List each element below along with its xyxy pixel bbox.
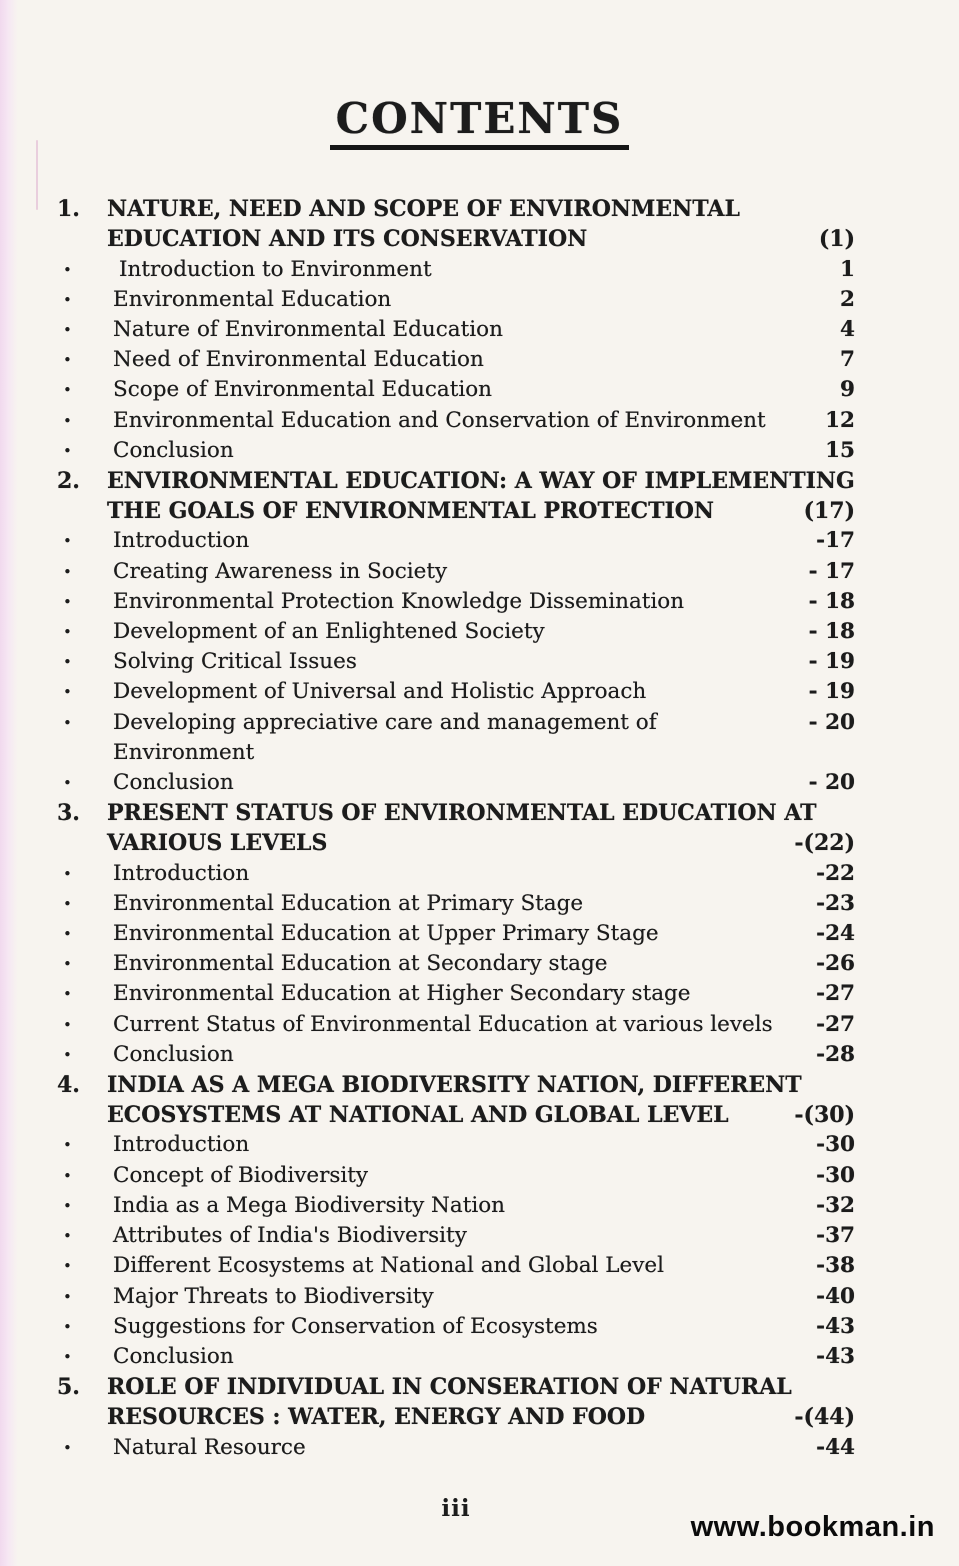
item-label: Conclusion: [113, 1041, 234, 1067]
toc-item: [57, 1433, 855, 1463]
section-title-line2: ECOSYSTEMS AT NATIONAL AND GLOBAL LEVEL: [107, 1102, 729, 1129]
section-heading-4: [57, 1070, 855, 1130]
toc-item: [57, 979, 855, 1009]
section-title-line1: PRESENT STATUS OF ENVIRONMENTAL EDUCATION AT: [107, 800, 817, 827]
toc-item: [57, 889, 855, 919]
section-number: 1.: [57, 196, 80, 223]
item-label: Development of Universal and Holistic Approach: [113, 679, 647, 705]
item-page-number: -27: [816, 1011, 855, 1037]
toc-item: [57, 768, 855, 798]
section-title-line2: THE GOALS OF ENVIRONMENTAL PROTECTION: [107, 498, 715, 525]
section-heading-1: [57, 194, 855, 254]
bullet-icon: •: [63, 1438, 72, 1457]
item-page-number: -17: [816, 528, 855, 554]
scan-artifact: [36, 140, 38, 210]
item-label: Introduction: [113, 528, 250, 554]
bullet-icon: •: [63, 653, 72, 672]
item-label: Environmental Protection Knowledge Dissemination: [113, 588, 685, 614]
toc-item: [57, 949, 855, 979]
section-page-number: -(30): [794, 1102, 855, 1129]
item-page-number: - 18: [808, 588, 855, 614]
item-page-number: -32: [816, 1192, 855, 1218]
item-page-number: - 19: [808, 649, 855, 675]
item-label: Environmental Education at Primary Stage: [113, 890, 584, 916]
item-label: Conclusion: [113, 770, 234, 796]
section-title-line1: NATURE, NEED AND SCOPE OF ENVIRONMENTAL: [107, 196, 740, 223]
bullet-icon: •: [63, 1287, 72, 1306]
section-number: 2.: [57, 468, 80, 495]
item-label: Nature of Environmental Education: [113, 317, 503, 342]
item-label: Suggestions for Conservation of Ecosystems: [113, 1313, 598, 1339]
item-label: Scope of Environmental Education: [113, 377, 493, 403]
toc-item: [57, 406, 855, 436]
toc-item: [57, 345, 855, 375]
item-page-number: -30: [816, 1162, 855, 1188]
bullet-icon: •: [63, 1347, 72, 1366]
item-page-number: -28: [816, 1041, 855, 1067]
section-number: 5.: [57, 1374, 80, 1401]
bullet-icon: •: [63, 1015, 72, 1034]
section-number: 4.: [57, 1072, 80, 1099]
item-label: Introduction to Environment: [119, 256, 432, 282]
item-page-number: - 20: [808, 709, 855, 735]
bullet-icon: •: [63, 925, 72, 944]
folio-page-number: iii: [441, 1495, 471, 1522]
bullet-icon: •: [63, 562, 72, 581]
section-heading-5: [57, 1372, 855, 1432]
section-heading-3: [57, 798, 855, 858]
bullet-icon: •: [63, 864, 72, 883]
toc-item: [57, 1191, 855, 1221]
toc-item: [57, 557, 855, 587]
toc-item: [57, 255, 855, 285]
toc-item: [57, 1312, 855, 1342]
toc-item: [57, 526, 855, 556]
section-page-number: (17): [803, 498, 855, 525]
item-label: India as a Mega Biodiversity Nation: [113, 1192, 505, 1218]
item-label: Conclusion: [113, 1343, 234, 1369]
item-label: Environmental Education at Upper Primary Stage: [113, 921, 659, 947]
toc-item: [57, 1161, 855, 1191]
toc-item: [57, 859, 855, 889]
item-page-number: 1: [840, 256, 855, 282]
bullet-icon: •: [63, 1257, 72, 1276]
toc-item: [57, 708, 855, 768]
toc-item: [57, 285, 855, 315]
bullet-icon: •: [63, 351, 72, 370]
section-number: 3.: [57, 800, 80, 827]
toc-item: [57, 647, 855, 677]
item-page-number: 2: [840, 286, 855, 312]
bullet-icon: •: [63, 623, 72, 642]
section-page-number: -(44): [794, 1404, 855, 1431]
item-label: Natural Resource: [113, 1434, 306, 1460]
item-page-number: -30: [816, 1132, 855, 1158]
item-page-number: - 19: [808, 679, 855, 705]
item-label: Developing appreciative care and management of Environment: [113, 709, 657, 765]
bullet-icon: •: [63, 290, 72, 309]
item-label: Current Status of Environmental Education at various levels: [113, 1011, 773, 1037]
section-title-line1: INDIA AS A MEGA BIODIVERSITY NATION, DIFFERENT: [107, 1072, 802, 1099]
item-page-number: 9: [840, 377, 855, 403]
bullet-icon: •: [63, 1227, 72, 1246]
bullet-icon: •: [63, 683, 72, 702]
toc-item: [57, 617, 855, 647]
bullet-icon: •: [63, 1136, 72, 1155]
item-page-number: -43: [816, 1313, 855, 1339]
item-label: Conclusion: [113, 437, 234, 463]
item-page-number: -26: [816, 951, 855, 977]
item-label: Environmental Education at Higher Secondary stage: [113, 981, 691, 1007]
toc-item: [57, 919, 855, 949]
section-title-line1: ENVIRONMENTAL EDUCATION: A WAY OF IMPLEMENTING: [107, 468, 855, 495]
bullet-icon: •: [63, 955, 72, 974]
bullet-icon: •: [63, 1166, 72, 1185]
toc-item: [57, 315, 855, 345]
item-label: Creating Awareness in Society: [113, 558, 448, 584]
title-block: [0, 0, 959, 150]
item-label: Environmental Education: [113, 286, 392, 312]
bullet-icon: •: [63, 411, 72, 430]
item-label: Solving Critical Issues: [113, 649, 357, 675]
item-page-number: -37: [816, 1223, 855, 1249]
toc-item: [57, 587, 855, 617]
toc-item: [57, 1282, 855, 1312]
item-page-number: 7: [840, 347, 855, 373]
section-heading-2: [57, 466, 855, 526]
toc-item: [57, 1221, 855, 1251]
item-page-number: - 18: [808, 619, 855, 645]
item-label: Major Threats to Biodiversity: [113, 1283, 434, 1309]
item-page-number: - 17: [808, 558, 855, 584]
toc-item: [57, 436, 855, 466]
bullet-icon: •: [63, 713, 72, 732]
section-title-line1: ROLE OF INDIVIDUAL IN CONSERATION OF NATURAL: [107, 1374, 792, 1401]
toc-item: [57, 1342, 855, 1372]
watermark-text: www.bookman.in: [690, 1511, 935, 1543]
bullet-icon: •: [63, 1196, 72, 1215]
item-label: Different Ecosystems at National and Global Level: [113, 1253, 665, 1279]
bullet-icon: •: [63, 1045, 72, 1064]
item-page-number: -24: [816, 921, 855, 947]
item-page-number: -27: [816, 981, 855, 1007]
section-title-line2: VARIOUS LEVELS: [107, 830, 328, 857]
bullet-icon: •: [63, 441, 72, 460]
section-title-line2: RESOURCES : WATER, ENERGY AND FOOD: [107, 1404, 646, 1431]
bullet-icon: •: [63, 321, 72, 339]
bullet-icon: •: [63, 592, 72, 611]
item-page-number: -40: [816, 1283, 855, 1309]
item-page-number: 12: [825, 407, 855, 433]
item-label: Environmental Education and Conservation of Environment: [113, 407, 766, 433]
item-label: Environmental Education at Secondary stage: [113, 951, 608, 977]
toc-item: [57, 1251, 855, 1281]
toc-item: [57, 375, 855, 405]
section-title-line2: EDUCATION AND ITS CONSERVATION: [107, 226, 588, 253]
section-page-number: -(22): [794, 830, 855, 857]
item-page-number: -44: [816, 1434, 855, 1460]
bullet-icon: •: [63, 774, 72, 793]
bullet-icon: •: [63, 985, 72, 1004]
item-page-number: 15: [825, 437, 855, 463]
page-title: CONTENTS: [330, 96, 630, 150]
toc-item: [57, 1130, 855, 1160]
scan-edge-tint: [0, 0, 18, 1566]
item-label: Concept of Biodiversity: [113, 1162, 369, 1188]
item-label: Introduction: [113, 860, 250, 886]
item-page-number: - 20: [808, 770, 855, 796]
toc-item: [57, 1040, 855, 1070]
toc-item: [57, 1010, 855, 1040]
item-label: Introduction: [113, 1132, 250, 1158]
toc-item: [57, 677, 855, 707]
section-page-number: (1): [818, 226, 855, 253]
item-label: Attributes of India's Biodiversity: [113, 1223, 467, 1249]
item-label: Development of an Enlightened Society: [113, 619, 545, 645]
table-of-contents: [57, 194, 855, 1463]
item-page-number: -43: [816, 1343, 855, 1369]
item-page-number: -38: [816, 1253, 855, 1279]
item-label: Need of Environmental Education: [113, 347, 484, 373]
item-page-number: -23: [816, 890, 855, 916]
bullet-icon: •: [63, 1317, 72, 1336]
item-page-number: 4: [840, 317, 855, 342]
bullet-icon: •: [63, 260, 72, 279]
bullet-icon: •: [63, 532, 72, 551]
bullet-icon: •: [63, 894, 72, 913]
item-page-number: -22: [816, 860, 855, 886]
bullet-icon: •: [63, 381, 72, 400]
